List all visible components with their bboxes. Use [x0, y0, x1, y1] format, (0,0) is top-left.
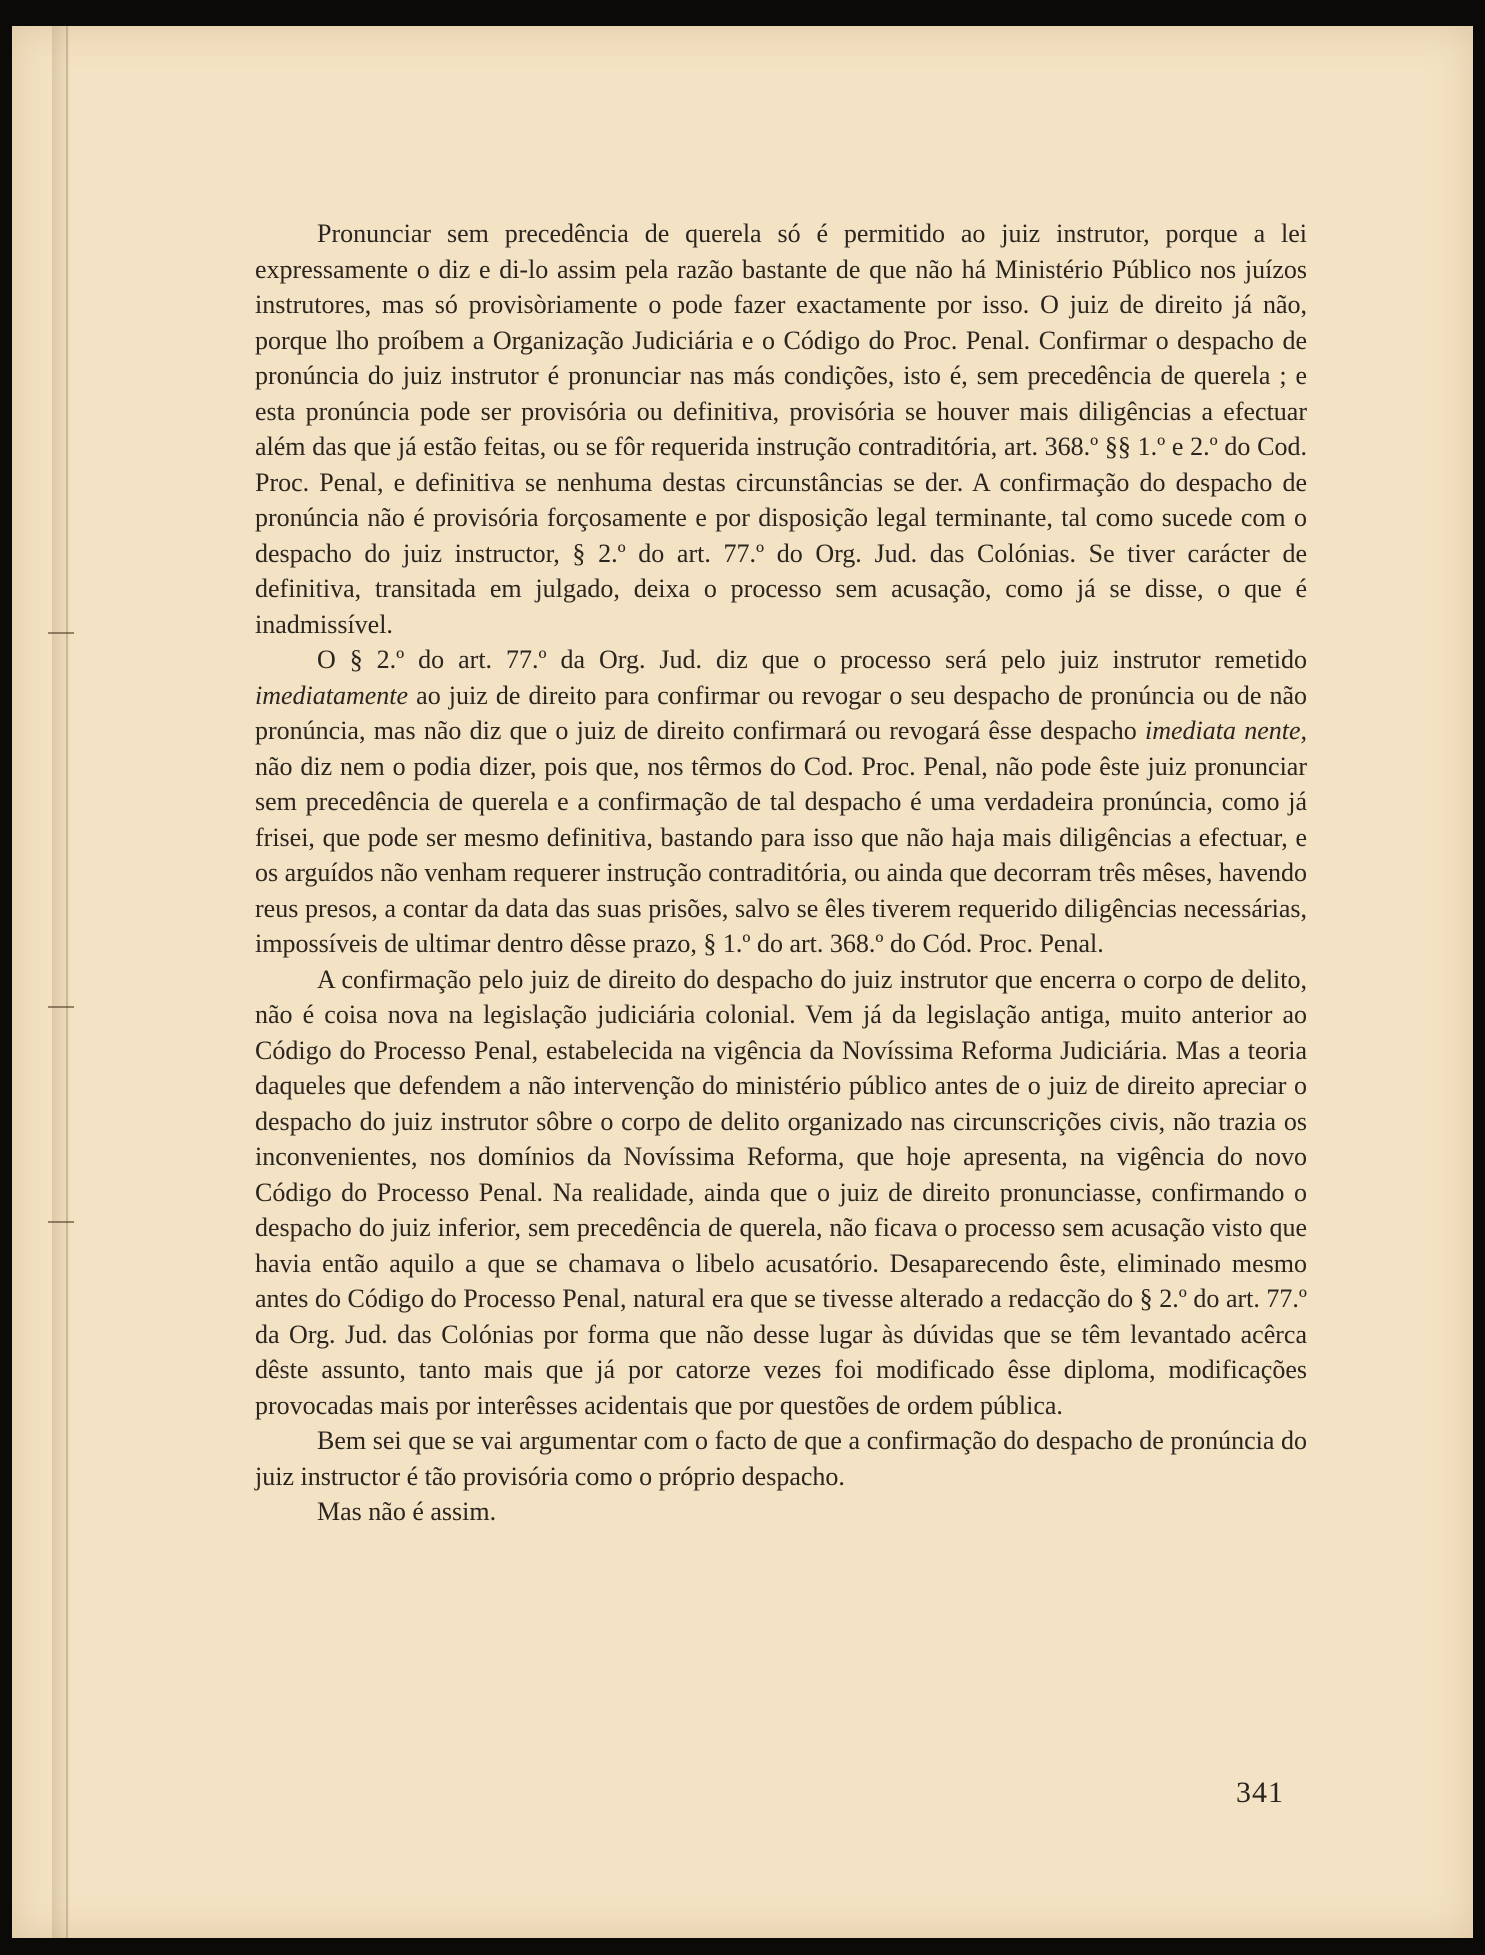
margin-mark [48, 1221, 74, 1223]
book-page [12, 26, 1473, 1938]
paragraph-text: não diz nem o podia dizer, pois que, nos têrmos do Cod. Proc. Penal, não pode êste juiz pronunciar sem precedência de querela e a confirmação de tal despacho é uma verdadeira pronúncia, como já frisei, que pode ser mesmo definitiva, bastando para isso que não haja mais diligências a efectuar, e os arguídos não venham requerer instrução contraditória, ou ainda que decorram três mêses, havendo reus presos, a contar da data das suas prisões, salvo se êles tiverem requerido diligências necessárias, impossíveis de ultimar dentro dêsse prazo, § 1.º do art. 368.º do Cód. Proc. Penal. [255, 751, 1307, 958]
paragraph [255, 962, 1307, 1424]
body-text [255, 216, 1307, 1530]
paragraph-text: O § 2.º do art. 77.º da Org. Jud. diz que o processo será pelo juiz instrutor remetido [317, 645, 1307, 674]
italic-text: imediata nente, [1144, 716, 1307, 745]
italic-text: imediatamente [255, 680, 409, 710]
paragraph [255, 1423, 1307, 1494]
margin-mark [48, 1006, 74, 1008]
margin-mark [48, 632, 74, 634]
page-number: 341 [1236, 1776, 1284, 1809]
paragraph-text: Bem sei que se vai argumentar com o facto de que a confirmação do despacho de pronúncia do juiz instructor é tão provisória como o próprio despacho. [255, 1426, 1307, 1491]
paragraph-text: Pronunciar sem precedência de querela só é permitido ao juiz instrutor, porque a lei expressamente o diz e di-lo assim pela razão bastante de que não há Ministério Público nos juízos instrutores, mas só provisòriamente o pode fazer exactamente por isso. O juiz de direito já não, porque lho proíbem a Organização Judiciária e o Código do Proc. Penal. Confirmar o despacho de pronúncia do juiz instrutor é pronunciar nas más condições, isto é, sem precedência de querela ; e esta pronúncia pode ser provisória ou definitiva, provisória se houver mais diligências a efectuar além das que já estão feitas, ou se fôr requerida instrução contraditória, art. 368.º §§ 1.º e 2.º do Cod. Proc. Penal, e definitiva se nenhuma destas circunstâncias se der. A confirmação do despacho de pronúncia não é provisória forçosamente e por disposição legal terminante, tal como sucede com o despacho do juiz instructor, § 2.º do art. 77.º do Org. Jud. das Colónias. Se tiver carácter de definitiva, transitada em julgado, deixa o processo sem acusação, como já se disse, o que é inadmissível. [255, 219, 1307, 639]
paragraph-text: A confirmação pelo juiz de direito do despacho do juiz instrutor que encerra o corpo de delito, não é coisa nova na legislação judiciária colonial. Vem já da legislação antiga, muito anterior ao Código do Processo Penal, estabelecida na vigência da Novíssima Reforma Judiciária. Mas a teoria daqueles que defendem a não intervenção do ministério público antes de o juiz de direito apreciar o despacho do juiz instrutor sôbre o corpo de delito organizado nas circunscrições civis, não trazia os inconvenientes, nos domínios da Novíssima Reforma, que hoje apresenta, na vigência do novo Código do Processo Penal. Na realidade, ainda que o juiz de direito pronunciasse, confirmando o despacho do juiz inferior, sem precedência de querela, não ficava o processo sem acusação visto que havia então aquilo a que se chamava o libelo acusatório. Desaparecendo êste, eliminado mesmo antes do Código do Processo Penal, natural era que se tivesse alterado a redacção do § 2.º do art. 77.º da Org. Jud. das Colónias por forma que não desse lugar às dúvidas que se têm levantado acêrca dêste assunto, tanto mais que já por catorze vezes foi modificado êsse diploma, modificações provocadas mais por interêsses acidentais que por questões de ordem pública. [255, 964, 1307, 1420]
paragraph [255, 1494, 1307, 1530]
paragraph-text: Mas não é assim. [317, 1497, 497, 1526]
page-fold-line [66, 26, 68, 1938]
paragraph [255, 642, 1307, 962]
paragraph-text: ao juiz de direito para confirmar ou revogar o seu despacho de pronúncia ou de não pronúncia, mas não diz que o juiz de direito confirmará ou revogará êsse despacho [255, 680, 1307, 745]
paragraph [255, 216, 1307, 642]
